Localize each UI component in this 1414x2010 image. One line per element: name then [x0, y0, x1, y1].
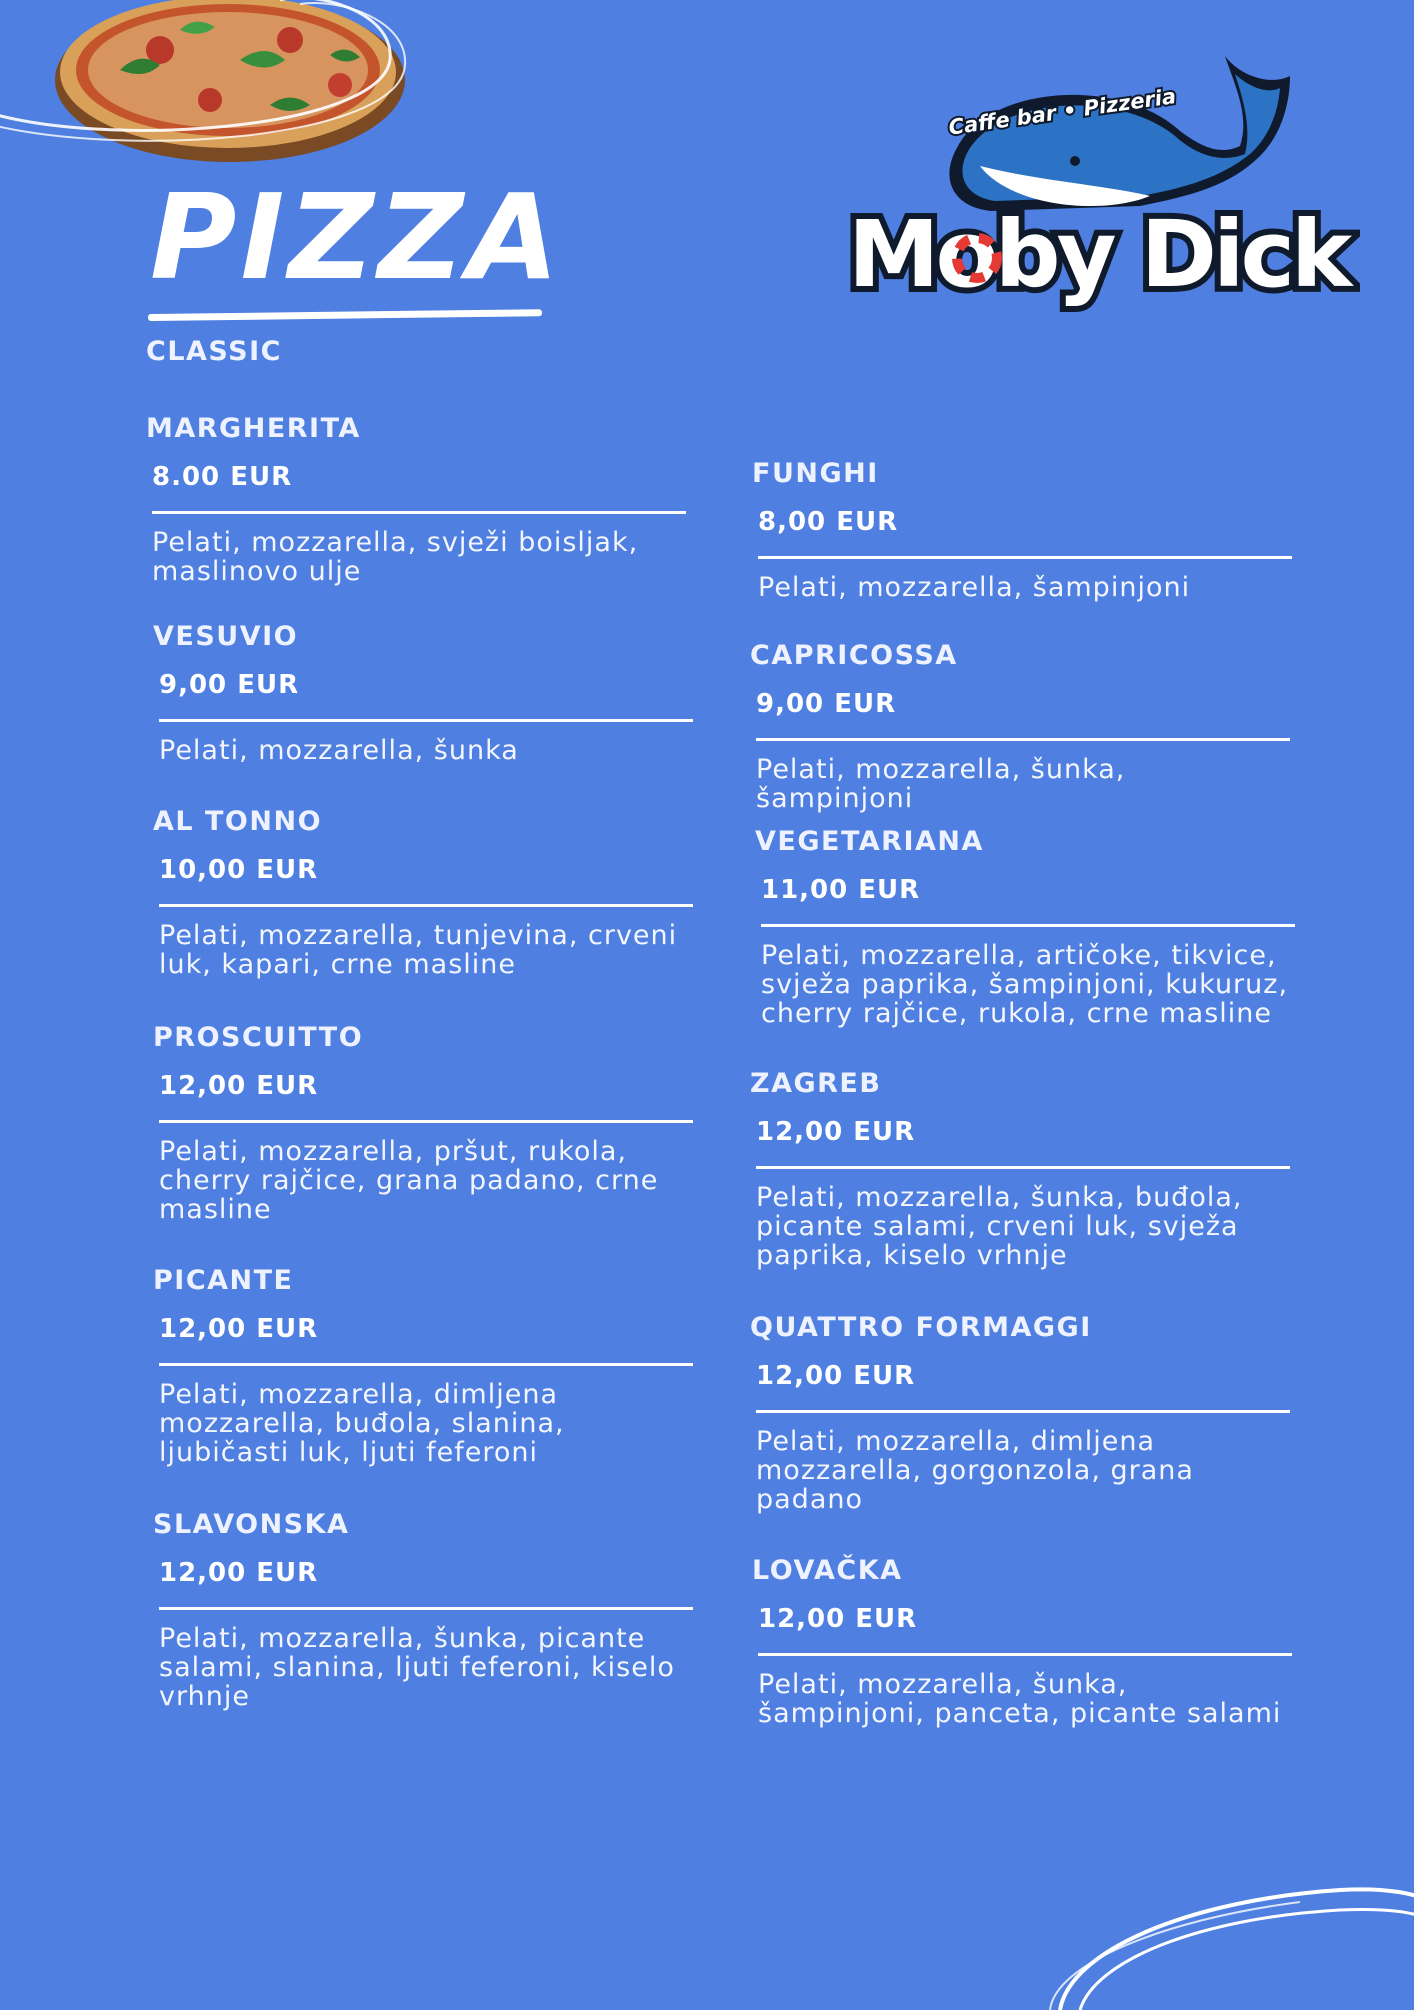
section-subtitle: CLASSIC — [146, 336, 282, 367]
item-name: LOVAČKA — [752, 1555, 903, 1586]
item-price: 8.00 EUR — [152, 462, 293, 492]
menu-item-vegetariana — [755, 826, 1295, 1028]
item-description: Pelati, mozzarella, dimljena mozzarella, gorgonzola, grana padano — [756, 1426, 1194, 1515]
item-price: 12,00 EUR — [159, 1071, 319, 1101]
page-title: PIZZA — [150, 168, 563, 306]
menu-item-picante — [153, 1265, 693, 1467]
item-name: VEGETARIANA — [755, 826, 984, 857]
item-name: QUATTRO FORMAGGI — [750, 1312, 1092, 1343]
item-name: PICANTE — [153, 1265, 294, 1296]
item-price: 12,00 EUR — [756, 1361, 916, 1391]
moby-dick-logo — [840, 36, 1360, 326]
logo-name: Moby Dick — [848, 201, 1349, 308]
item-description: Pelati, mozzarella, tunjevina, crveni luk, kapari, crne masline — [159, 920, 678, 980]
item-divider — [758, 1653, 1292, 1656]
item-price: 9,00 EUR — [756, 689, 897, 719]
decorative-swirl-top — [0, 0, 420, 160]
item-name: SLAVONSKA — [153, 1509, 350, 1540]
logo-tagline: Caffe bar • Pizzeria — [947, 84, 1178, 140]
item-price: 12,00 EUR — [758, 1604, 918, 1634]
item-name: PROSCUITTO — [153, 1022, 364, 1053]
item-divider — [159, 1120, 693, 1123]
item-description: Pelati, mozzarella, šunka, šampinjoni, panceta, picante salami — [758, 1669, 1282, 1729]
menu-item-vesuvio — [153, 621, 693, 765]
item-divider — [159, 904, 693, 907]
menu-item-lovacka — [752, 1555, 1292, 1728]
decorative-swirl-bottom — [1040, 1840, 1414, 2010]
title-underline — [148, 309, 542, 321]
item-description: Pelati, mozzarella, artičoke, tikvice, svježa paprika, šampinjoni, kukuruz, cherry rajčice, rukola, crne masline — [761, 940, 1289, 1029]
menu-item-proscuitto — [153, 1022, 693, 1224]
item-divider — [756, 1410, 1290, 1413]
item-description: Pelati, mozzarella, pršut, rukola, cherry rajčice, grana padano, crne masline — [159, 1136, 659, 1225]
item-name: ZAGREB — [750, 1068, 882, 1099]
item-name: MARGHERITA — [146, 413, 361, 444]
item-divider — [761, 924, 1295, 927]
item-name: VESUVIO — [153, 621, 299, 652]
menu-item-margherita — [146, 413, 686, 586]
item-divider — [152, 511, 686, 514]
item-description: Pelati, mozzarella, šampinjoni — [758, 572, 1191, 603]
item-description: Pelati, mozzarella, šunka — [159, 735, 519, 766]
item-price: 9,00 EUR — [159, 670, 300, 700]
menu-item-slavonska — [153, 1509, 693, 1711]
item-description: Pelati, mozzarella, šunka, buđola, picante salami, crveni luk, svježa paprika, kiselo vrhnje — [756, 1182, 1243, 1271]
item-description: Pelati, mozzarella, šunka, picante salami, slanina, ljuti feferoni, kiselo vrhnje — [159, 1623, 675, 1712]
item-description: Pelati, mozzarella, svježi boisljak, maslinovo ulje — [152, 527, 639, 587]
item-divider — [756, 1166, 1290, 1169]
menu-item-zagreb — [750, 1068, 1290, 1270]
item-name: CAPRICOSSA — [750, 640, 958, 671]
item-description: Pelati, mozzarella, šunka, šampinjoni — [756, 754, 1126, 814]
item-name: AL TONNO — [153, 806, 323, 837]
item-divider — [159, 1363, 693, 1366]
menu-item-al-tonno — [153, 806, 693, 979]
menu-item-funghi — [752, 458, 1292, 602]
item-name: FUNGHI — [752, 458, 879, 489]
item-price: 10,00 EUR — [159, 855, 319, 885]
menu-item-capricossa — [750, 640, 1290, 813]
item-divider — [758, 556, 1292, 559]
menu-item-quattro-formaggi — [750, 1312, 1290, 1514]
item-price: 12,00 EUR — [159, 1558, 319, 1588]
item-divider — [756, 738, 1290, 741]
item-divider — [159, 719, 693, 722]
item-price: 12,00 EUR — [756, 1117, 916, 1147]
item-price: 8,00 EUR — [758, 507, 899, 537]
item-price: 12,00 EUR — [159, 1314, 319, 1344]
item-divider — [159, 1607, 693, 1610]
item-description: Pelati, mozzarella, dimljena mozzarella, buđola, slanina, ljubičasti luk, ljuti feferoni — [159, 1379, 565, 1468]
item-price: 11,00 EUR — [761, 875, 921, 905]
